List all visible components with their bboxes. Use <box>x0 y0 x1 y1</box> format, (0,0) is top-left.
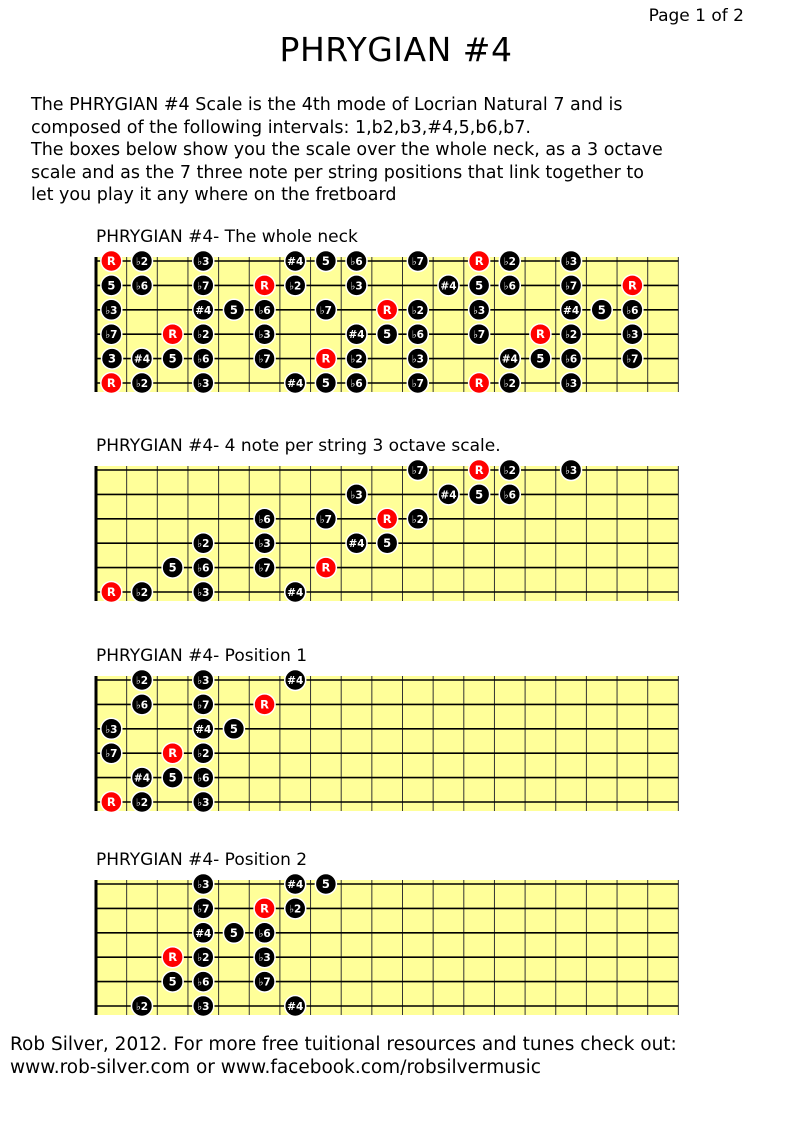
footer-line: www.rob-silver.com or www.facebook.com/robsilvermusic <box>10 1057 541 1078</box>
note-label: R <box>260 697 270 712</box>
note-label: ♭6 <box>258 513 271 526</box>
note-label: R <box>382 511 392 526</box>
note-label: ♭6 <box>135 699 149 712</box>
scale-note <box>223 922 244 943</box>
scale-note <box>193 898 214 919</box>
note-label: #4 <box>287 256 304 268</box>
scale-note <box>254 922 275 943</box>
intro-line: let you play it any where on the fretboard <box>31 185 397 206</box>
root-note <box>254 898 275 919</box>
note-label: ♭3 <box>197 1001 210 1013</box>
scale-note <box>285 996 306 1017</box>
note-label: ♭2 <box>135 587 149 599</box>
note-label: #4 <box>195 723 212 736</box>
scale-note <box>254 971 275 992</box>
note-label: ♭2 <box>197 329 210 342</box>
note-label: ♭7 <box>105 748 118 761</box>
note-label: ♭3 <box>258 952 271 965</box>
note-label: #4 <box>440 489 457 502</box>
note-label: #4 <box>287 675 304 687</box>
note-label: R <box>535 327 545 342</box>
note-label: R <box>106 795 116 809</box>
note-label: ♭2 <box>197 952 210 965</box>
footer-line: Rob Silver, 2012. For more free tuitional resources and tunes check out: <box>10 1034 677 1055</box>
scale-note <box>131 996 152 1017</box>
note-label: #4 <box>195 927 212 940</box>
note-label: ♭7 <box>197 280 210 293</box>
note-label: #4 <box>287 587 304 599</box>
note-label: R <box>474 254 484 268</box>
note-label: ♭2 <box>411 513 424 526</box>
note-label: ♭6 <box>135 280 149 293</box>
note-label: ♭3 <box>564 465 578 477</box>
note-label: 5 <box>475 278 484 293</box>
note-label: R <box>106 254 116 268</box>
note-label: ♭7 <box>258 976 271 989</box>
note-label: ♭7 <box>258 562 271 575</box>
note-label: #4 <box>287 879 304 891</box>
note-label: ♭7 <box>411 378 424 390</box>
note-label: ♭3 <box>197 675 210 687</box>
note-label: 5 <box>321 877 330 891</box>
diagram-title-position-2: PHRYGIAN #4- Position 2 <box>96 850 308 870</box>
note-label: R <box>168 950 178 965</box>
page-number: Page 1 of 2 <box>648 6 744 26</box>
footer <box>10 1033 677 1079</box>
note-label: R <box>106 376 116 390</box>
note-label: ♭6 <box>564 353 578 366</box>
note-label: ♭7 <box>411 465 424 477</box>
note-label: ♭2 <box>135 1001 149 1013</box>
note-label: ♭3 <box>197 587 210 599</box>
note-label: ♭6 <box>411 329 424 342</box>
note-label: ♭3 <box>350 489 363 502</box>
note-label: ♭2 <box>289 280 302 293</box>
note-label: ♭6 <box>197 772 210 785</box>
note-label: ♭2 <box>350 353 363 366</box>
scale-note <box>254 947 275 968</box>
note-label: ♭3 <box>626 329 639 342</box>
scale-note <box>193 971 214 992</box>
note-label: R <box>382 302 392 317</box>
note-label: 5 <box>229 721 238 736</box>
note-label: #4 <box>348 329 365 342</box>
scale-note <box>162 971 183 992</box>
note-label: ♭3 <box>197 797 210 809</box>
note-label: 5 <box>229 925 238 940</box>
scale-note <box>285 874 306 895</box>
fretboard-background <box>96 880 678 1015</box>
note-label: 5 <box>536 351 545 366</box>
note-label: ♭7 <box>564 280 578 293</box>
note-label: ♭3 <box>411 353 424 366</box>
note-label: ♭3 <box>105 304 118 317</box>
note-label: R <box>321 351 331 366</box>
note-label: ♭2 <box>503 465 516 477</box>
note-label: ♭2 <box>135 378 149 390</box>
note-label: R <box>168 327 178 342</box>
scale-note <box>285 898 306 919</box>
note-label: ♭6 <box>258 927 271 940</box>
note-label: #4 <box>348 538 365 551</box>
intro-line: The PHRYGIAN #4 Scale is the 4th mode of Locrian Natural 7 and is <box>31 95 623 115</box>
note-label: ♭7 <box>472 329 486 342</box>
note-label: ♭7 <box>319 304 333 317</box>
note-label: ♭2 <box>564 329 578 342</box>
note-label: ♭7 <box>105 329 118 342</box>
root-note <box>162 947 183 968</box>
note-label: R <box>260 278 270 293</box>
note-label: 5 <box>168 770 177 785</box>
note-label: R <box>321 560 331 575</box>
note-label: R <box>474 376 484 390</box>
note-label: 5 <box>475 487 484 502</box>
note-label: 5 <box>321 376 330 390</box>
note-label: ♭3 <box>350 280 363 293</box>
note-label: 5 <box>168 974 177 989</box>
note-label: ♭3 <box>258 538 271 551</box>
note-label: ♭6 <box>626 304 639 317</box>
note-label: ♭3 <box>258 329 271 342</box>
scale-note <box>193 996 214 1017</box>
note-label: 5 <box>168 351 177 366</box>
note-label: ♭3 <box>197 879 210 891</box>
note-label: R <box>106 585 116 599</box>
page-title: PHRYGIAN #4 <box>279 30 513 69</box>
note-label: #4 <box>501 353 518 366</box>
note-label: #4 <box>195 304 212 317</box>
note-label: 5 <box>383 536 392 551</box>
diagram-title-three-octave: PHRYGIAN #4- 4 note per string 3 octave scale. <box>96 436 501 456</box>
note-label: #4 <box>440 280 457 293</box>
note-label: ♭6 <box>197 562 210 575</box>
note-label: 5 <box>597 302 606 317</box>
intro-line: The boxes below show you the scale over the whole neck, as a 3 octave <box>31 140 663 161</box>
note-label: R <box>627 278 637 293</box>
note-label: ♭2 <box>135 675 149 687</box>
note-label: ♭7 <box>197 699 210 712</box>
note-label: R <box>474 463 484 477</box>
note-label: #4 <box>563 304 580 317</box>
note-label: #4 <box>133 772 151 785</box>
note-label: ♭6 <box>197 976 210 989</box>
note-label: ♭7 <box>197 903 210 916</box>
note-label: ♭7 <box>319 513 333 526</box>
note-label: ♭6 <box>350 256 363 268</box>
note-label: ♭6 <box>197 353 210 366</box>
note-label: #4 <box>287 1001 304 1013</box>
note-label: ♭2 <box>503 378 516 390</box>
note-label: R <box>168 746 178 761</box>
note-label: R <box>260 901 270 916</box>
note-label: ♭3 <box>105 723 118 736</box>
note-label: ♭7 <box>258 353 271 366</box>
note-label: ♭3 <box>564 256 578 268</box>
note-label: ♭3 <box>472 304 486 317</box>
note-label: ♭6 <box>350 378 363 390</box>
scale-note <box>193 874 214 895</box>
note-label: ♭7 <box>411 256 424 268</box>
intro-line: composed of the following intervals: 1,b2,b3,#4,5,b6,b7. <box>31 117 531 138</box>
note-label: ♭3 <box>564 378 578 390</box>
note-label: ♭7 <box>626 353 639 366</box>
note-label: #4 <box>133 353 151 366</box>
note-label: ♭6 <box>503 280 516 293</box>
note-label: 5 <box>321 254 330 268</box>
diagram-title-position-1: PHRYGIAN #4- Position 1 <box>96 646 308 666</box>
note-label: ♭3 <box>197 256 210 268</box>
scale-note <box>315 874 336 895</box>
note-label: ♭3 <box>197 378 210 390</box>
note-label: 5 <box>229 302 238 317</box>
note-label: 5 <box>107 278 116 293</box>
note-label: ♭6 <box>258 304 271 317</box>
note-label: ♭2 <box>135 797 149 809</box>
note-label: ♭2 <box>289 903 302 916</box>
note-label: 5 <box>383 327 392 342</box>
scale-note <box>193 922 214 943</box>
note-label: 3 <box>107 351 117 366</box>
note-label: ♭6 <box>503 489 516 502</box>
note-label: ♭2 <box>197 538 210 551</box>
note-label: #4 <box>287 378 304 390</box>
note-label: ♭2 <box>503 256 516 268</box>
scale-note <box>193 947 214 968</box>
note-label: ♭2 <box>411 304 424 317</box>
note-label: ♭2 <box>197 748 210 761</box>
diagram-title-whole-neck: PHRYGIAN #4- The whole neck <box>96 227 358 247</box>
note-label: 5 <box>168 560 177 575</box>
note-label: ♭2 <box>135 256 149 268</box>
intro-line: scale and as the 7 three note per string positions that link together to <box>31 162 644 183</box>
